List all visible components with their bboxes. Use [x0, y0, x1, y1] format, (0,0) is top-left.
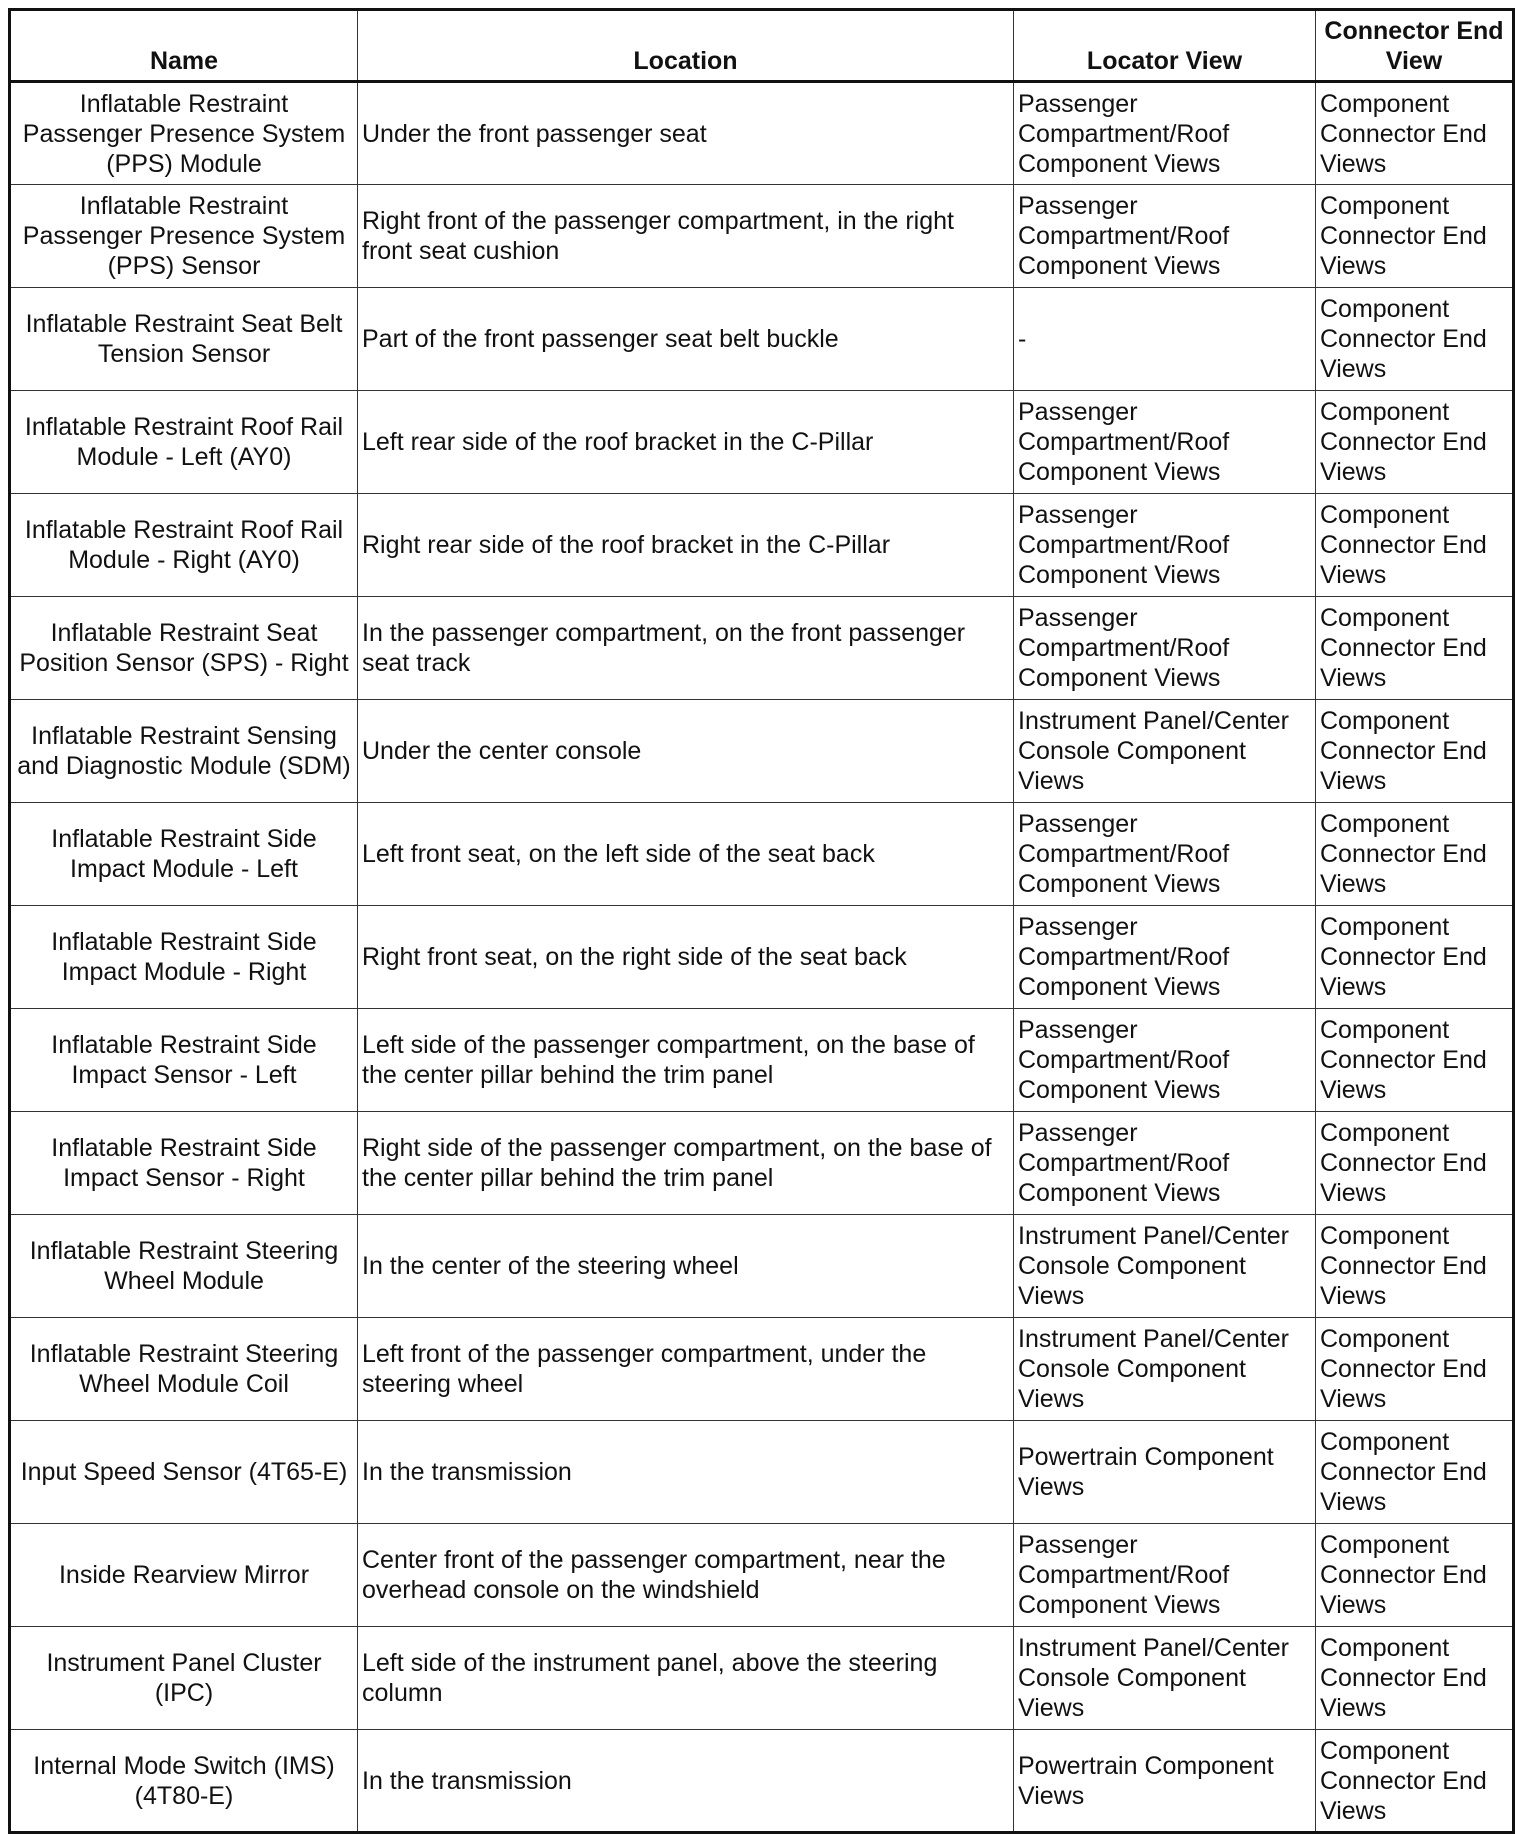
- table-row: [10, 1215, 1514, 1318]
- cell-name: Input Speed Sensor (4T65-E): [10, 1421, 358, 1524]
- cell-name: Inflatable Restraint Side Impact Module - Right: [10, 906, 358, 1009]
- table-row: [10, 1112, 1514, 1215]
- cell-connector-end-view: Component Connector End Views: [1316, 1730, 1514, 1833]
- cell-name: Inflatable Restraint Steering Wheel Module: [10, 1215, 358, 1318]
- cell-name: Instrument Panel Cluster (IPC): [10, 1627, 358, 1730]
- cell-name: Inflatable Restraint Passenger Presence System (PPS) Module: [10, 82, 358, 185]
- cell-connector-end-view: Component Connector End Views: [1316, 1112, 1514, 1215]
- cell-location: Right front seat, on the right side of the seat back: [358, 906, 1014, 1009]
- cell-location: Right front of the passenger compartment, in the right front seat cushion: [358, 185, 1014, 288]
- table-row: [10, 1318, 1514, 1421]
- cell-locator-view: Passenger Compartment/Roof Component Views: [1014, 1112, 1316, 1215]
- cell-connector-end-view: Component Connector End Views: [1316, 1318, 1514, 1421]
- table-row: [10, 700, 1514, 803]
- cell-connector-end-view: Component Connector End Views: [1316, 906, 1514, 1009]
- cell-name: Inflatable Restraint Side Impact Sensor - Left: [10, 1009, 358, 1112]
- cell-locator-view: Passenger Compartment/Roof Component Views: [1014, 1524, 1316, 1627]
- cell-location: Under the center console: [358, 700, 1014, 803]
- cell-location: Left front seat, on the left side of the seat back: [358, 803, 1014, 906]
- table-row: [10, 597, 1514, 700]
- cell-locator-view: Instrument Panel/Center Console Component Views: [1014, 1627, 1316, 1730]
- cell-locator-view: Passenger Compartment/Roof Component Views: [1014, 906, 1316, 1009]
- cell-connector-end-view: Component Connector End Views: [1316, 82, 1514, 185]
- header-locator-view: Locator View: [1014, 10, 1316, 82]
- cell-location: In the passenger compartment, on the front passenger seat track: [358, 597, 1014, 700]
- cell-connector-end-view: Component Connector End Views: [1316, 1524, 1514, 1627]
- cell-connector-end-view: Component Connector End Views: [1316, 597, 1514, 700]
- cell-connector-end-view: Component Connector End Views: [1316, 288, 1514, 391]
- cell-locator-view: -: [1014, 288, 1316, 391]
- cell-connector-end-view: Component Connector End Views: [1316, 1215, 1514, 1318]
- header-connector-end-view: Connector End View: [1316, 10, 1514, 82]
- header-name: Name: [10, 10, 358, 82]
- cell-location: Under the front passenger seat: [358, 82, 1014, 185]
- cell-location: Right side of the passenger compartment, on the base of the center pillar behind the trim panel: [358, 1112, 1014, 1215]
- cell-locator-view: Passenger Compartment/Roof Component Views: [1014, 597, 1316, 700]
- cell-location: In the transmission: [358, 1730, 1014, 1833]
- table-row: [10, 391, 1514, 494]
- cell-location: In the center of the steering wheel: [358, 1215, 1014, 1318]
- cell-connector-end-view: Component Connector End Views: [1316, 494, 1514, 597]
- table-row: [10, 906, 1514, 1009]
- table-row: [10, 803, 1514, 906]
- header-location: Location: [358, 10, 1014, 82]
- cell-locator-view: Powertrain Component Views: [1014, 1421, 1316, 1524]
- cell-locator-view: Passenger Compartment/Roof Component Views: [1014, 391, 1316, 494]
- cell-connector-end-view: Component Connector End Views: [1316, 803, 1514, 906]
- table-row: [10, 1524, 1514, 1627]
- cell-name: Inflatable Restraint Roof Rail Module - Right (AY0): [10, 494, 358, 597]
- cell-locator-view: Passenger Compartment/Roof Component Views: [1014, 82, 1316, 185]
- cell-name: Inflatable Restraint Sensing and Diagnostic Module (SDM): [10, 700, 358, 803]
- cell-locator-view: Passenger Compartment/Roof Component Views: [1014, 1009, 1316, 1112]
- cell-location: Center front of the passenger compartment, near the overhead console on the windshield: [358, 1524, 1014, 1627]
- cell-connector-end-view: Component Connector End Views: [1316, 185, 1514, 288]
- cell-name: Inside Rearview Mirror: [10, 1524, 358, 1627]
- cell-location: Right rear side of the roof bracket in the C-Pillar: [358, 494, 1014, 597]
- cell-name: Inflatable Restraint Seat Position Sensor (SPS) - Right: [10, 597, 358, 700]
- table-row: [10, 494, 1514, 597]
- table-body: [10, 82, 1514, 1833]
- cell-location: Left side of the instrument panel, above the steering column: [358, 1627, 1014, 1730]
- cell-locator-view: Passenger Compartment/Roof Component Views: [1014, 494, 1316, 597]
- cell-connector-end-view: Component Connector End Views: [1316, 700, 1514, 803]
- table-row: [10, 1421, 1514, 1524]
- component-locator-table-sheet: [8, 8, 1512, 1834]
- table-row: [10, 82, 1514, 185]
- cell-location: Left rear side of the roof bracket in the C-Pillar: [358, 391, 1014, 494]
- cell-locator-view: Instrument Panel/Center Console Component Views: [1014, 1318, 1316, 1421]
- table-row: [10, 185, 1514, 288]
- cell-name: Inflatable Restraint Passenger Presence System (PPS) Sensor: [10, 185, 358, 288]
- cell-name: Inflatable Restraint Side Impact Module - Left: [10, 803, 358, 906]
- cell-location: Left front of the passenger compartment, under the steering wheel: [358, 1318, 1014, 1421]
- cell-connector-end-view: Component Connector End Views: [1316, 1627, 1514, 1730]
- cell-name: Inflatable Restraint Steering Wheel Module Coil: [10, 1318, 358, 1421]
- component-locator-table: [8, 8, 1515, 1834]
- cell-connector-end-view: Component Connector End Views: [1316, 1421, 1514, 1524]
- cell-name: Internal Mode Switch (IMS) (4T80-E): [10, 1730, 358, 1833]
- cell-locator-view: Passenger Compartment/Roof Component Views: [1014, 803, 1316, 906]
- table-row: [10, 288, 1514, 391]
- cell-locator-view: Powertrain Component Views: [1014, 1730, 1316, 1833]
- cell-locator-view: Instrument Panel/Center Console Component Views: [1014, 700, 1316, 803]
- cell-location: In the transmission: [358, 1421, 1014, 1524]
- cell-location: Part of the front passenger seat belt buckle: [358, 288, 1014, 391]
- cell-connector-end-view: Component Connector End Views: [1316, 1009, 1514, 1112]
- table-row: [10, 1730, 1514, 1833]
- cell-location: Left side of the passenger compartment, on the base of the center pillar behind the trim panel: [358, 1009, 1014, 1112]
- cell-connector-end-view: Component Connector End Views: [1316, 391, 1514, 494]
- cell-locator-view: Passenger Compartment/Roof Component Views: [1014, 185, 1316, 288]
- table-header-row: [10, 10, 1514, 82]
- cell-name: Inflatable Restraint Seat Belt Tension Sensor: [10, 288, 358, 391]
- cell-name: Inflatable Restraint Roof Rail Module - Left (AY0): [10, 391, 358, 494]
- cell-locator-view: Instrument Panel/Center Console Component Views: [1014, 1215, 1316, 1318]
- table-row: [10, 1627, 1514, 1730]
- table-row: [10, 1009, 1514, 1112]
- cell-name: Inflatable Restraint Side Impact Sensor - Right: [10, 1112, 358, 1215]
